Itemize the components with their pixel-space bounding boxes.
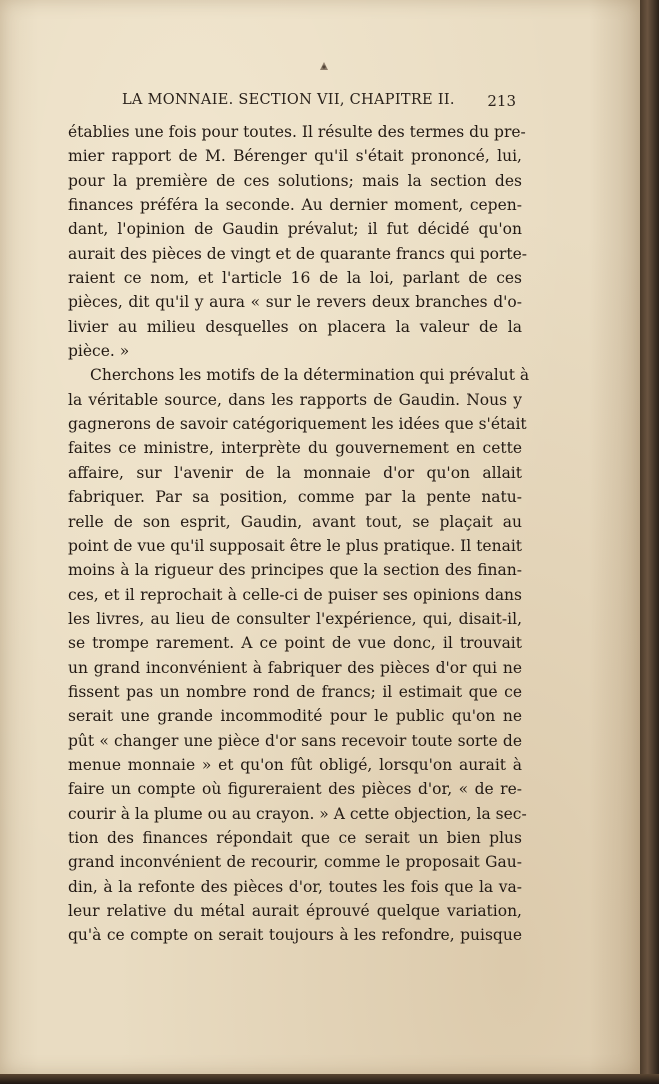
text-line: se trompe rarement. A ce point de vue donc, il trouvait [68, 634, 522, 653]
page-edge-shadow [640, 0, 659, 1084]
text-line: menue monnaie » et qu'on fût obligé, lorsqu'on aurait à [68, 755, 522, 774]
paragraph-end-line: pièce. » [68, 342, 130, 361]
body-text [68, 120, 530, 948]
text-line: qu'à ce compte on serait toujours à les refondre, puisque [68, 926, 522, 945]
running-title: LA MONNAIE. SECTION VII, CHAPITRE II. [122, 92, 455, 108]
text-line: faites ce ministre, interprète du gouvernement en cette [68, 439, 522, 458]
text-line: serait une grande incommodité pour le public qu'on ne [68, 707, 522, 726]
text-line: raient ce nom, et l'article 16 de la loi, parlant de ces [68, 269, 522, 288]
text-line: faire un compte où figureraient des pièces d'or, « de re- [68, 780, 522, 799]
text-line: relle de son esprit, Gaudin, avant tout, se plaçait au [68, 512, 522, 531]
text-line: din, à la refonte des pièces d'or, toutes les fois que la va- [68, 877, 522, 896]
text-line: les livres, au lieu de consulter l'expérience, qui, disait-il, [68, 609, 522, 628]
text-line: tion des finances répondait que ce serait un bien plus [68, 828, 522, 847]
text-line: aurait des pièces de vingt et de quarante francs qui porte- [68, 244, 528, 263]
text-line: pour la première de ces solutions; mais la section des [68, 171, 522, 190]
text-line: pièces, dit qu'il y aura « sur le revers deux branches d'o- [68, 293, 522, 312]
text-line: la véritable source, dans les rapports de Gaudin. Nous y [68, 390, 522, 409]
text-line: mier rapport de M. Bérenger qu'il s'était prononcé, lui, [68, 147, 522, 166]
text-line: ces, et il reprochait à celle-ci de puiser ses opinions dans [68, 585, 522, 604]
text-line: dant, l'opinion de Gaudin prévalut; il fut décidé qu'on [68, 220, 522, 239]
paragraph-start-line: Cherchons les motifs de la détermination qui prévalut à [90, 366, 530, 385]
text-line: courir à la plume ou au crayon. » A cette objection, la sec- [68, 804, 527, 823]
text-line: gagnerons de savoir catégoriquement les idées que s'était [68, 415, 527, 434]
text-line: point de vue qu'il supposait être le plus pratique. Il tenait [68, 536, 522, 555]
text-line: fabriquer. Par sa position, comme par la pente natu- [68, 488, 522, 507]
text-line: établies une fois pour toutes. Il résulte des termes du pre- [68, 123, 526, 141]
text-line: livier au milieu desquelles on placera la valeur de la [68, 317, 522, 336]
text-line: fissent pas un nombre rond de francs; il estimait que ce [68, 682, 522, 701]
page-number: 213 [487, 92, 516, 110]
text-line: grand inconvénient de recourir, comme le proposait Gau- [68, 853, 522, 872]
page-bottom-shadow [0, 1074, 659, 1084]
text-line: moins à la rigueur des principes que la section des finan- [68, 561, 522, 580]
text-line: affaire, sur l'avenir de la monnaie d'or qu'on allait [68, 463, 522, 482]
printer-ornament-icon [318, 60, 330, 72]
text-line: pût « changer une pièce d'or sans recevoir toute sorte de [68, 731, 522, 750]
text-line: finances préféra la seconde. Au dernier moment, cepen- [68, 196, 522, 215]
text-line: un grand inconvénient à fabriquer des pièces d'or qui ne [68, 658, 522, 677]
running-header [122, 92, 516, 116]
text-line: leur relative du métal aurait éprouvé quelque variation, [68, 902, 522, 920]
